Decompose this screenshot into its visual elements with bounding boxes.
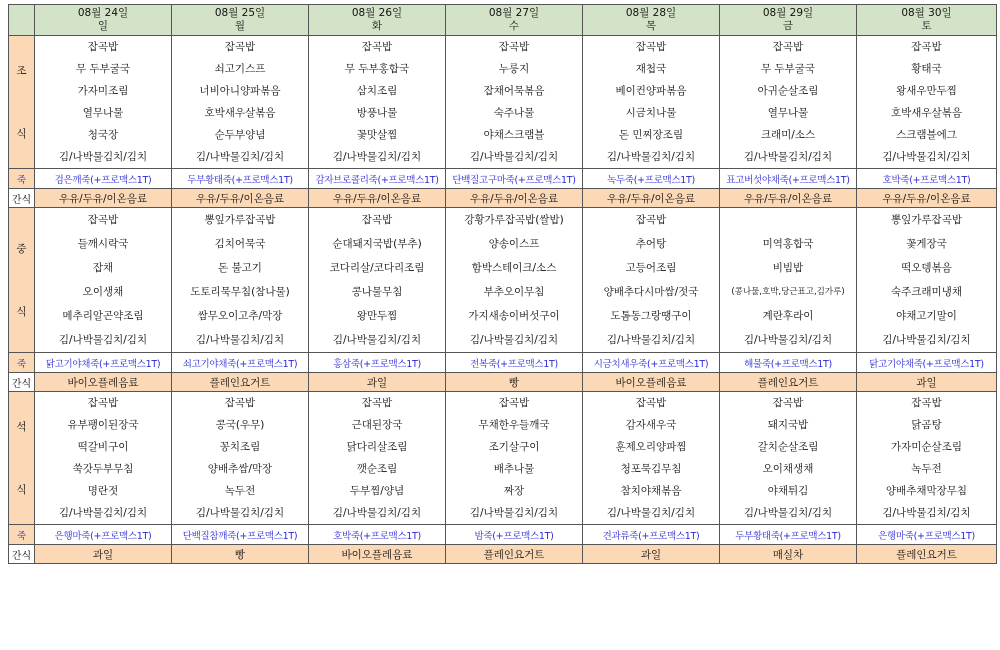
menu-item: 잡곡밥 bbox=[87, 397, 119, 409]
dinner-porridge-label: 죽 bbox=[9, 525, 35, 545]
menu-item: 열무나물 bbox=[767, 107, 809, 119]
menu-item: 김/나박물김치/김치 bbox=[58, 507, 148, 519]
menu-item: 잡곡밥 bbox=[224, 41, 256, 53]
porridge-item: 닭고기야채죽(+프로맥스1T) bbox=[857, 353, 997, 373]
evening-snack-label: 간식 bbox=[9, 545, 35, 564]
menu-item: 명란젓 bbox=[87, 485, 119, 497]
porridge-item: 해물죽(+프로맥스1T) bbox=[720, 353, 857, 373]
lunch-porridge-label: 죽 bbox=[9, 353, 35, 373]
breakfast-cell bbox=[35, 36, 172, 169]
menu-item: 잡곡밥 bbox=[87, 214, 119, 226]
menu-item: 쌈무오이고추/막장 bbox=[197, 310, 283, 322]
menu-item: 잡곡밥 bbox=[772, 41, 804, 53]
breakfast-cell bbox=[583, 36, 720, 169]
porridge-item: 은행마죽(+프로맥스1T) bbox=[857, 525, 997, 545]
menu-item: 배추나물 bbox=[493, 463, 535, 475]
menu-item: 부추오이무침 bbox=[483, 286, 545, 298]
breakfast-cell bbox=[720, 36, 857, 169]
menu-item: 갈치순살조림 bbox=[757, 441, 819, 453]
porridge-item: 단백질고구마죽(+프로맥스1T) bbox=[446, 169, 583, 189]
menu-item: 꽃맛살찜 bbox=[356, 129, 398, 141]
dinner-cell bbox=[857, 392, 997, 525]
lunch-cell bbox=[857, 208, 997, 353]
porridge-item: 밤죽(+프로맥스1T) bbox=[446, 525, 583, 545]
porridge-item: 견과류죽(+프로맥스1T) bbox=[583, 525, 720, 545]
menu-item: 누룽지 bbox=[498, 63, 530, 75]
day-header bbox=[172, 5, 309, 36]
porridge-item: 표고버섯야채죽(+프로맥스1T) bbox=[720, 169, 857, 189]
morning-snack-row bbox=[9, 189, 997, 208]
snack-item: 플레인요거트 bbox=[172, 373, 309, 392]
menu-item: 김/나박물김치/김치 bbox=[606, 334, 696, 346]
breakfast-cell bbox=[446, 36, 583, 169]
dinner-porridge-row bbox=[9, 525, 997, 545]
menu-item: 김/나박물김치/김치 bbox=[469, 151, 559, 163]
day-header bbox=[583, 5, 720, 36]
menu-item: 김/나박물김치/김치 bbox=[882, 151, 971, 163]
day-header bbox=[35, 5, 172, 36]
menu-item: 떡오뎅볶음 bbox=[901, 262, 952, 274]
evening-snack-row bbox=[9, 545, 997, 564]
meal-label-char: 식 bbox=[16, 306, 27, 318]
porridge-item: 은행마죽(+프로맥스1T) bbox=[35, 525, 172, 545]
lunch-cell bbox=[35, 208, 172, 353]
day-of-week: 일 bbox=[97, 20, 109, 32]
menu-item: 양배추쌈/막장 bbox=[207, 463, 273, 475]
afternoon-snack-row bbox=[9, 373, 997, 392]
menu-item: 쑥갓두부무침 bbox=[72, 463, 134, 475]
menu-item: 녹두전 bbox=[224, 485, 256, 497]
menu-item: 김/나박물김치/김치 bbox=[195, 151, 285, 163]
menu-item: 잡곡밥 bbox=[635, 41, 667, 53]
menu-item: 무 두부홍합국 bbox=[344, 63, 410, 75]
menu-item: 계란후라이 bbox=[762, 310, 814, 322]
dinner-cell bbox=[309, 392, 446, 525]
porridge-item: 시금치새우죽(+프로맥스1T) bbox=[583, 353, 720, 373]
porridge-item: 홍삼죽(+프로맥스1T) bbox=[309, 353, 446, 373]
snack-item: 우유/두유/이온음료 bbox=[309, 189, 446, 208]
meal-label-char: 식 bbox=[16, 484, 27, 496]
day-date: 08월 28일 bbox=[625, 7, 677, 19]
header-row bbox=[9, 5, 997, 36]
dinner-cell bbox=[35, 392, 172, 525]
menu-item: 근대된장국 bbox=[351, 419, 403, 431]
day-header bbox=[720, 5, 857, 36]
menu-item: 무 두부굴국 bbox=[75, 63, 131, 75]
breakfast-cell bbox=[857, 36, 997, 169]
menu-item: 잡곡밥 bbox=[498, 41, 530, 53]
menu-item: 잡채어묵볶음 bbox=[483, 85, 545, 97]
morning-snack-label: 간식 bbox=[9, 189, 35, 208]
menu-item: 고등어조림 bbox=[625, 262, 677, 274]
menu-item: 잡곡밥 bbox=[224, 397, 256, 409]
porridge-item: 단백질참깨죽(+프로맥스1T) bbox=[172, 525, 309, 545]
snack-item: 우유/두유/이온음료 bbox=[720, 189, 857, 208]
lunch-porridge-row bbox=[9, 353, 997, 373]
porridge-item: 두부황태죽(+프로맥스1T) bbox=[720, 525, 857, 545]
day-header bbox=[309, 5, 446, 36]
menu-item: 순대돼지국밥(부추) bbox=[332, 238, 422, 250]
snack-item: 플레인요거트 bbox=[857, 545, 997, 564]
breakfast-porridge-row bbox=[9, 169, 997, 189]
snack-item: 과일 bbox=[309, 373, 446, 392]
snack-item: 과일 bbox=[583, 545, 720, 564]
menu-item: 김/나박물김치/김치 bbox=[195, 507, 285, 519]
menu-item: 돼지국밥 bbox=[767, 419, 809, 431]
day-date: 08월 25일 bbox=[214, 7, 266, 19]
menu-item: 닭곰탕 bbox=[911, 419, 942, 431]
menu-item: 크래미/소스 bbox=[760, 129, 816, 141]
breakfast-porridge-label: 죽 bbox=[9, 169, 35, 189]
menu-item: 김/나박물김치/김치 bbox=[743, 507, 833, 519]
menu-item: 김/나박물김치/김치 bbox=[469, 507, 559, 519]
menu-item: 두부찜/양념 bbox=[349, 485, 405, 497]
menu-item: 순두부양념 bbox=[214, 129, 266, 141]
menu-item: 무 두부굴국 bbox=[760, 63, 816, 75]
menu-item: 꽁치조림 bbox=[219, 441, 261, 453]
menu-item: 뽕잎가루잡곡밥 bbox=[204, 214, 276, 226]
menu-item: 숙주크래미냉채 bbox=[890, 286, 962, 298]
breakfast-label bbox=[9, 36, 35, 169]
menu-item: 방풍나물 bbox=[356, 107, 398, 119]
menu-item: 김/나박물김치/김치 bbox=[332, 151, 422, 163]
menu-item: 잡곡밥 bbox=[361, 397, 393, 409]
dinner-row bbox=[9, 392, 997, 525]
breakfast-row bbox=[9, 36, 997, 169]
menu-item: 김/나박물김치/김치 bbox=[606, 507, 696, 519]
menu-item: 청포묵김무침 bbox=[620, 463, 682, 475]
menu-item: 가지새송이버섯구이 bbox=[468, 310, 560, 322]
menu-item: 잡곡밥 bbox=[635, 397, 667, 409]
lunch-cell bbox=[172, 208, 309, 353]
snack-item: 바이오플레음료 bbox=[35, 373, 172, 392]
menu-item: 미역홍합국 bbox=[762, 238, 814, 250]
menu-item: 재첩국 bbox=[635, 63, 667, 75]
breakfast-cell bbox=[309, 36, 446, 169]
menu-item: 오이채생채 bbox=[762, 463, 814, 475]
day-header bbox=[857, 5, 997, 36]
menu-item bbox=[720, 208, 856, 232]
snack-item: 우유/두유/이온음료 bbox=[446, 189, 583, 208]
dinner-label bbox=[9, 392, 35, 525]
menu-item: 잡곡밥 bbox=[361, 214, 393, 226]
meal-label-char: 식 bbox=[16, 128, 27, 140]
menu-item: 가자미조림 bbox=[77, 85, 129, 97]
menu-item: 야채고기말이 bbox=[896, 310, 957, 322]
menu-item: 깻순조림 bbox=[356, 463, 398, 475]
snack-item: 우유/두유/이온음료 bbox=[172, 189, 309, 208]
day-date: 08월 26일 bbox=[351, 7, 403, 19]
menu-item: 들깨시락국 bbox=[77, 238, 129, 250]
afternoon-snack-label: 간식 bbox=[9, 373, 35, 392]
menu-item: 김/나박물김치/김치 bbox=[469, 334, 559, 346]
snack-item: 과일 bbox=[857, 373, 997, 392]
meal-label-char: 조 bbox=[16, 65, 27, 77]
menu-item: 잡곡밥 bbox=[911, 41, 942, 53]
menu-item: 청국장 bbox=[87, 129, 119, 141]
menu-item: 김/나박물김치/김치 bbox=[743, 151, 833, 163]
menu-item: 야채튀김 bbox=[767, 485, 809, 497]
menu-item: 김/나박물김치/김치 bbox=[743, 334, 833, 346]
lunch-label bbox=[9, 208, 35, 353]
menu-item: 시금치나물 bbox=[625, 107, 677, 119]
menu-item: 잡곡밥 bbox=[361, 41, 393, 53]
menu-item: 양배추채막장무침 bbox=[885, 485, 968, 497]
day-of-week: 수 bbox=[508, 20, 520, 32]
menu-item: 야채스크램블 bbox=[483, 129, 545, 141]
porridge-item: 닭고기야채죽(+프로맥스1T) bbox=[35, 353, 172, 373]
snack-item: 바이오플레음료 bbox=[583, 373, 720, 392]
porridge-item: 두부황태죽(+프로맥스1T) bbox=[172, 169, 309, 189]
menu-item: 황태국 bbox=[911, 63, 942, 75]
porridge-item: 호박죽(+프로맥스1T) bbox=[857, 169, 997, 189]
menu-item: 잡곡밥 bbox=[772, 397, 804, 409]
menu-item: 함박스테이크/소스 bbox=[471, 262, 557, 274]
porridge-item: 호박죽(+프로맥스1T) bbox=[309, 525, 446, 545]
menu-item: 코다리살/코다리조림 bbox=[329, 262, 425, 274]
menu-item: 숙주나물 bbox=[493, 107, 535, 119]
porridge-item: 검은깨죽(+프로맥스1T) bbox=[35, 169, 172, 189]
day-of-week: 목 bbox=[645, 20, 657, 32]
snack-item: 우유/두유/이온음료 bbox=[857, 189, 997, 208]
lunch-row bbox=[9, 208, 997, 353]
lunch-cell bbox=[583, 208, 720, 353]
menu-item: 도토리묵무침(참나물) bbox=[190, 286, 290, 298]
menu-item: 양배추다시마쌈/젓국 bbox=[603, 286, 699, 298]
menu-item: 녹두전 bbox=[911, 463, 942, 475]
menu-item: 김/나박물김치/김치 bbox=[195, 334, 285, 346]
day-of-week: 토 bbox=[921, 20, 932, 32]
snack-item: 우유/두유/이온음료 bbox=[583, 189, 720, 208]
menu-item: 잡곡밥 bbox=[498, 397, 530, 409]
menu-item: 감자새우국 bbox=[625, 419, 677, 431]
menu-item: 오이생채 bbox=[82, 286, 124, 298]
day-of-week: 월 bbox=[234, 20, 246, 32]
menu-item: 김치어묵국 bbox=[214, 238, 266, 250]
menu-item: 돈 불고기 bbox=[218, 262, 262, 274]
meal-label-char: 중 bbox=[16, 243, 27, 255]
menu-item: 쇠고기스프 bbox=[214, 63, 266, 75]
menu-item: 꽃게장국 bbox=[906, 238, 947, 250]
menu-item: 김/나박물김치/김치 bbox=[882, 507, 971, 519]
dinner-cell bbox=[583, 392, 720, 525]
menu-item: 비빔밥 bbox=[772, 262, 804, 274]
menu-item: 잡곡밥 bbox=[87, 41, 119, 53]
menu-item: 김/나박물김치/김치 bbox=[332, 507, 422, 519]
menu-item: 잡곡밥 bbox=[635, 214, 667, 226]
menu-item: 열무나물 bbox=[82, 107, 124, 119]
porridge-item: 녹두죽(+프로맥스1T) bbox=[583, 169, 720, 189]
menu-item: 도톰동그랑땡구이 bbox=[610, 310, 692, 322]
menu-item: 김/나박물김치/김치 bbox=[58, 151, 148, 163]
porridge-item: 감자브로콜리죽(+프로맥스1T) bbox=[309, 169, 446, 189]
snack-item: 과일 bbox=[35, 545, 172, 564]
meal-label-char: 석 bbox=[16, 421, 27, 433]
menu-item: 왕새우만두찜 bbox=[896, 85, 957, 97]
day-header bbox=[446, 5, 583, 36]
breakfast-cell bbox=[172, 36, 309, 169]
menu-item: 호박새우살볶음 bbox=[204, 107, 276, 119]
menu-item: 잡채 bbox=[92, 262, 114, 274]
snack-item: 매실차 bbox=[720, 545, 857, 564]
menu-item: 조기살구이 bbox=[488, 441, 540, 453]
menu-item: 호박새우살볶음 bbox=[890, 107, 962, 119]
snack-item: 빵 bbox=[446, 373, 583, 392]
snack-item: 플레인요거트 bbox=[446, 545, 583, 564]
menu-item: 닭다리살조림 bbox=[346, 441, 408, 453]
menu-item: 강황가루잡곡밥(쌀밥) bbox=[464, 214, 564, 226]
menu-item: 참치야채볶음 bbox=[620, 485, 682, 497]
menu-item: 콩국(우무) bbox=[215, 419, 265, 431]
menu-item: 너비아니양파볶음 bbox=[199, 85, 281, 97]
day-date: 08월 30일 bbox=[901, 7, 952, 19]
menu-item: 양송이스프 bbox=[488, 238, 540, 250]
snack-item: 우유/두유/이온음료 bbox=[35, 189, 172, 208]
day-of-week: 금 bbox=[782, 20, 794, 32]
menu-item: 왕만두찜 bbox=[356, 310, 398, 322]
porridge-item: 쇠고기야채죽(+프로맥스1T) bbox=[172, 353, 309, 373]
menu-item: 메추리알곤약조림 bbox=[62, 310, 144, 322]
dinner-cell bbox=[446, 392, 583, 525]
menu-item: 떡갈비구이 bbox=[77, 441, 129, 453]
snack-item: 빵 bbox=[172, 545, 309, 564]
lunch-cell bbox=[446, 208, 583, 353]
menu-item: 가자미순살조림 bbox=[890, 441, 962, 453]
dinner-cell bbox=[720, 392, 857, 525]
menu-item: 콩나물무침 bbox=[351, 286, 403, 298]
corner-cell bbox=[9, 5, 35, 36]
menu-item: 훈제오리양파찜 bbox=[615, 441, 687, 453]
day-date: 08월 24일 bbox=[77, 7, 129, 19]
menu-item: 돈 민찌장조림 bbox=[618, 129, 684, 141]
dinner-cell bbox=[172, 392, 309, 525]
menu-item: 아귀순살조림 bbox=[757, 85, 819, 97]
menu-item: 무채한우들깨국 bbox=[478, 419, 550, 431]
menu-item: 김/나박물김치/김치 bbox=[58, 334, 148, 346]
menu-item: 짜장 bbox=[503, 485, 525, 497]
menu-item: 김/나박물김치/김치 bbox=[606, 151, 696, 163]
porridge-item: 전복죽(+프로맥스1T) bbox=[446, 353, 583, 373]
menu-item: 김/나박물김치/김치 bbox=[332, 334, 422, 346]
menu-item: 스크램블에그 bbox=[896, 129, 957, 141]
day-date: 08월 29일 bbox=[762, 7, 814, 19]
menu-item: 뽕잎가루잡곡밥 bbox=[890, 214, 962, 226]
lunch-cell bbox=[309, 208, 446, 353]
menu-item: 김/나박물김치/김치 bbox=[882, 334, 971, 346]
menu-item: 유부팽이된장국 bbox=[67, 419, 139, 431]
lunch-cell bbox=[720, 208, 857, 353]
day-date: 08월 27일 bbox=[488, 7, 540, 19]
menu-item: 잡곡밥 bbox=[911, 397, 942, 409]
snack-item: 플레인요거트 bbox=[720, 373, 857, 392]
menu-item: 추어탕 bbox=[635, 238, 667, 250]
menu-item: 삼치조림 bbox=[356, 85, 398, 97]
weekly-meal-table bbox=[8, 4, 997, 564]
day-of-week: 화 bbox=[371, 20, 383, 32]
menu-item: 베이컨양파볶음 bbox=[615, 85, 687, 97]
snack-item: 바이오플레음료 bbox=[309, 545, 446, 564]
menu-item: (콩나물,호박,당근표고,김가루) bbox=[731, 287, 845, 297]
